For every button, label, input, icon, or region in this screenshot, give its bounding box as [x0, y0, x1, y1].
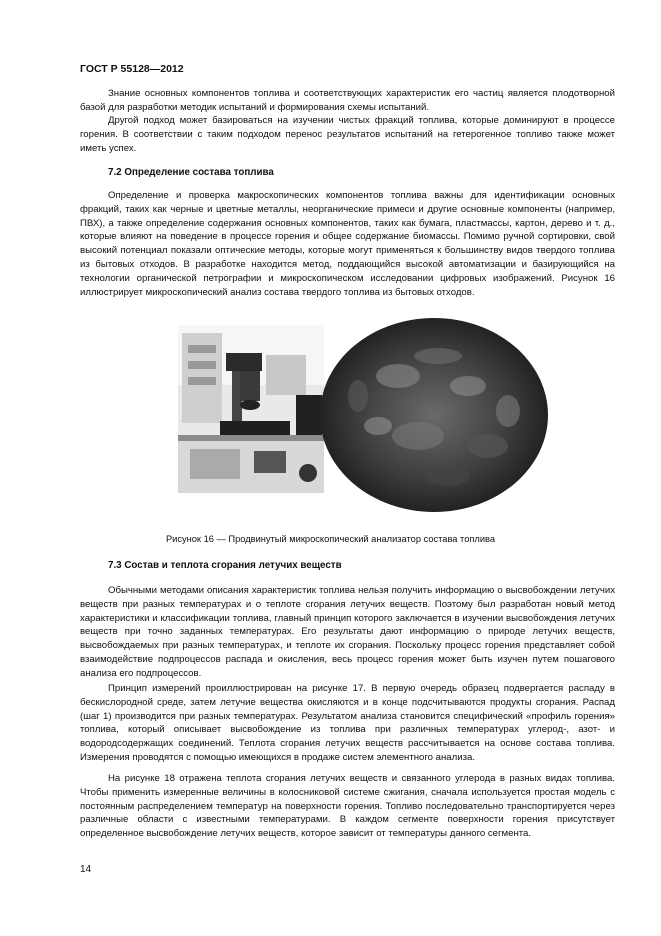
figure-16-caption: Рисунок 16 — Продвинутый микроскопический анализатор состава топлива — [165, 534, 496, 544]
paragraph-4: Обычными методами описания характеристик топлива нельзя получить информацию о высвобождении летучих веществ при разных температурах и о теплоте сгорания летучих веществ. Поэтому был разработан новый метод характеристики и классификации топлива, главный принцип которого заключается в изучении высвобождения летучих веществ при точно заданных температурах. Его результаты дают информацию о природе летучих веществ, высвобождаемых при разных температурах, и теплоте их сгорания. Поскольку процесс горения представляет собой взаимодействие подпроцессов распада и окисления, весь процесс горения может быть изучен путем пошагового анализа его подпроцессов. — [80, 585, 615, 679]
fuel-sample-photo — [318, 316, 550, 514]
paragraph-3: Определение и проверка макроскопических компонентов топлива важны для идентификации основных фракций, таких как черные и цветные металлы, неорганические примеси и другие основные компоненты (например, ПВХ), а также определение содержания основных компонентов, таких как бумага, пластмассы, картон, дерево и т. д., которые влияют на поведение в процессе горения и общее содержание биомассы. Помимо ручной сортировки, свой высокий потенциал показали оптические методы, которые могут применяться к большинству видов твердого топлива из бытовых отходов. В разработке находится метод, поддающийся высокой автоматизации и базирующийся на технологии органической петрографии и микроскопическом исследовании цифровых изображений. Рисунок 16 иллюстрирует микроскопический анализ состава твердого топлива из бытовых отходов. — [80, 190, 615, 298]
paragraph-2: Другой подход может базироваться на изучении чистых фракций топлива, которые доминируют в процессе горения. В соответствии с таким подходом перенос результатов испытаний на гетерогенное топливо также может иметь успех. — [80, 115, 615, 154]
paragraph-5: Принцип измерений проиллюстрирован на рисунке 17. В первую очередь образец подвергается распаду в бескислородной среде, затем летучие вещества окисляются и в конце подсчитываются продукты сгорания. Распад (шаг 1) производится при разных температурах. Результатом анализа становится специфический «профиль горения» топлива, который описывает высвобождение из топлива при различных температурах углерод-, азот- и водородсодержащих соединений. Теплота сгорания летучих веществ рассчитывается на основе состава топлива. Измерения проводятся с помощью имеющихся в продаже систем элементного анализа. — [80, 683, 615, 763]
document-header: ГОСТ Р 55128—2012 — [80, 63, 184, 75]
section-heading-7-2: 7.2 Определение состава топлива — [108, 167, 274, 178]
paragraph-6: На рисунке 18 отражена теплота сгорания летучих веществ и связанного углерода в разных видах топлива. Чтобы применить измеренные величины в колосниковой системе сжигания, сначала используется простая модель с постоянным распределением температур на поверхности горения. Топливо последовательно транспортируется через различные области с известными температурами. В каждом сегменте поверхности горения присутствует определенное высвобождение летучих веществ, которое зависит от температуры данного сегмента. — [80, 773, 615, 840]
microscope-photo — [178, 325, 324, 493]
page-number: 14 — [80, 864, 92, 875]
section-heading-7-3: 7.3 Состав и теплота сгорания летучих веществ — [108, 560, 342, 571]
paragraph-1: Знание основных компонентов топлива и соответствующих характеристик его частиц является плодотворной базой для разработки методик испытаний и формирования схемы испытаний. — [80, 88, 615, 113]
